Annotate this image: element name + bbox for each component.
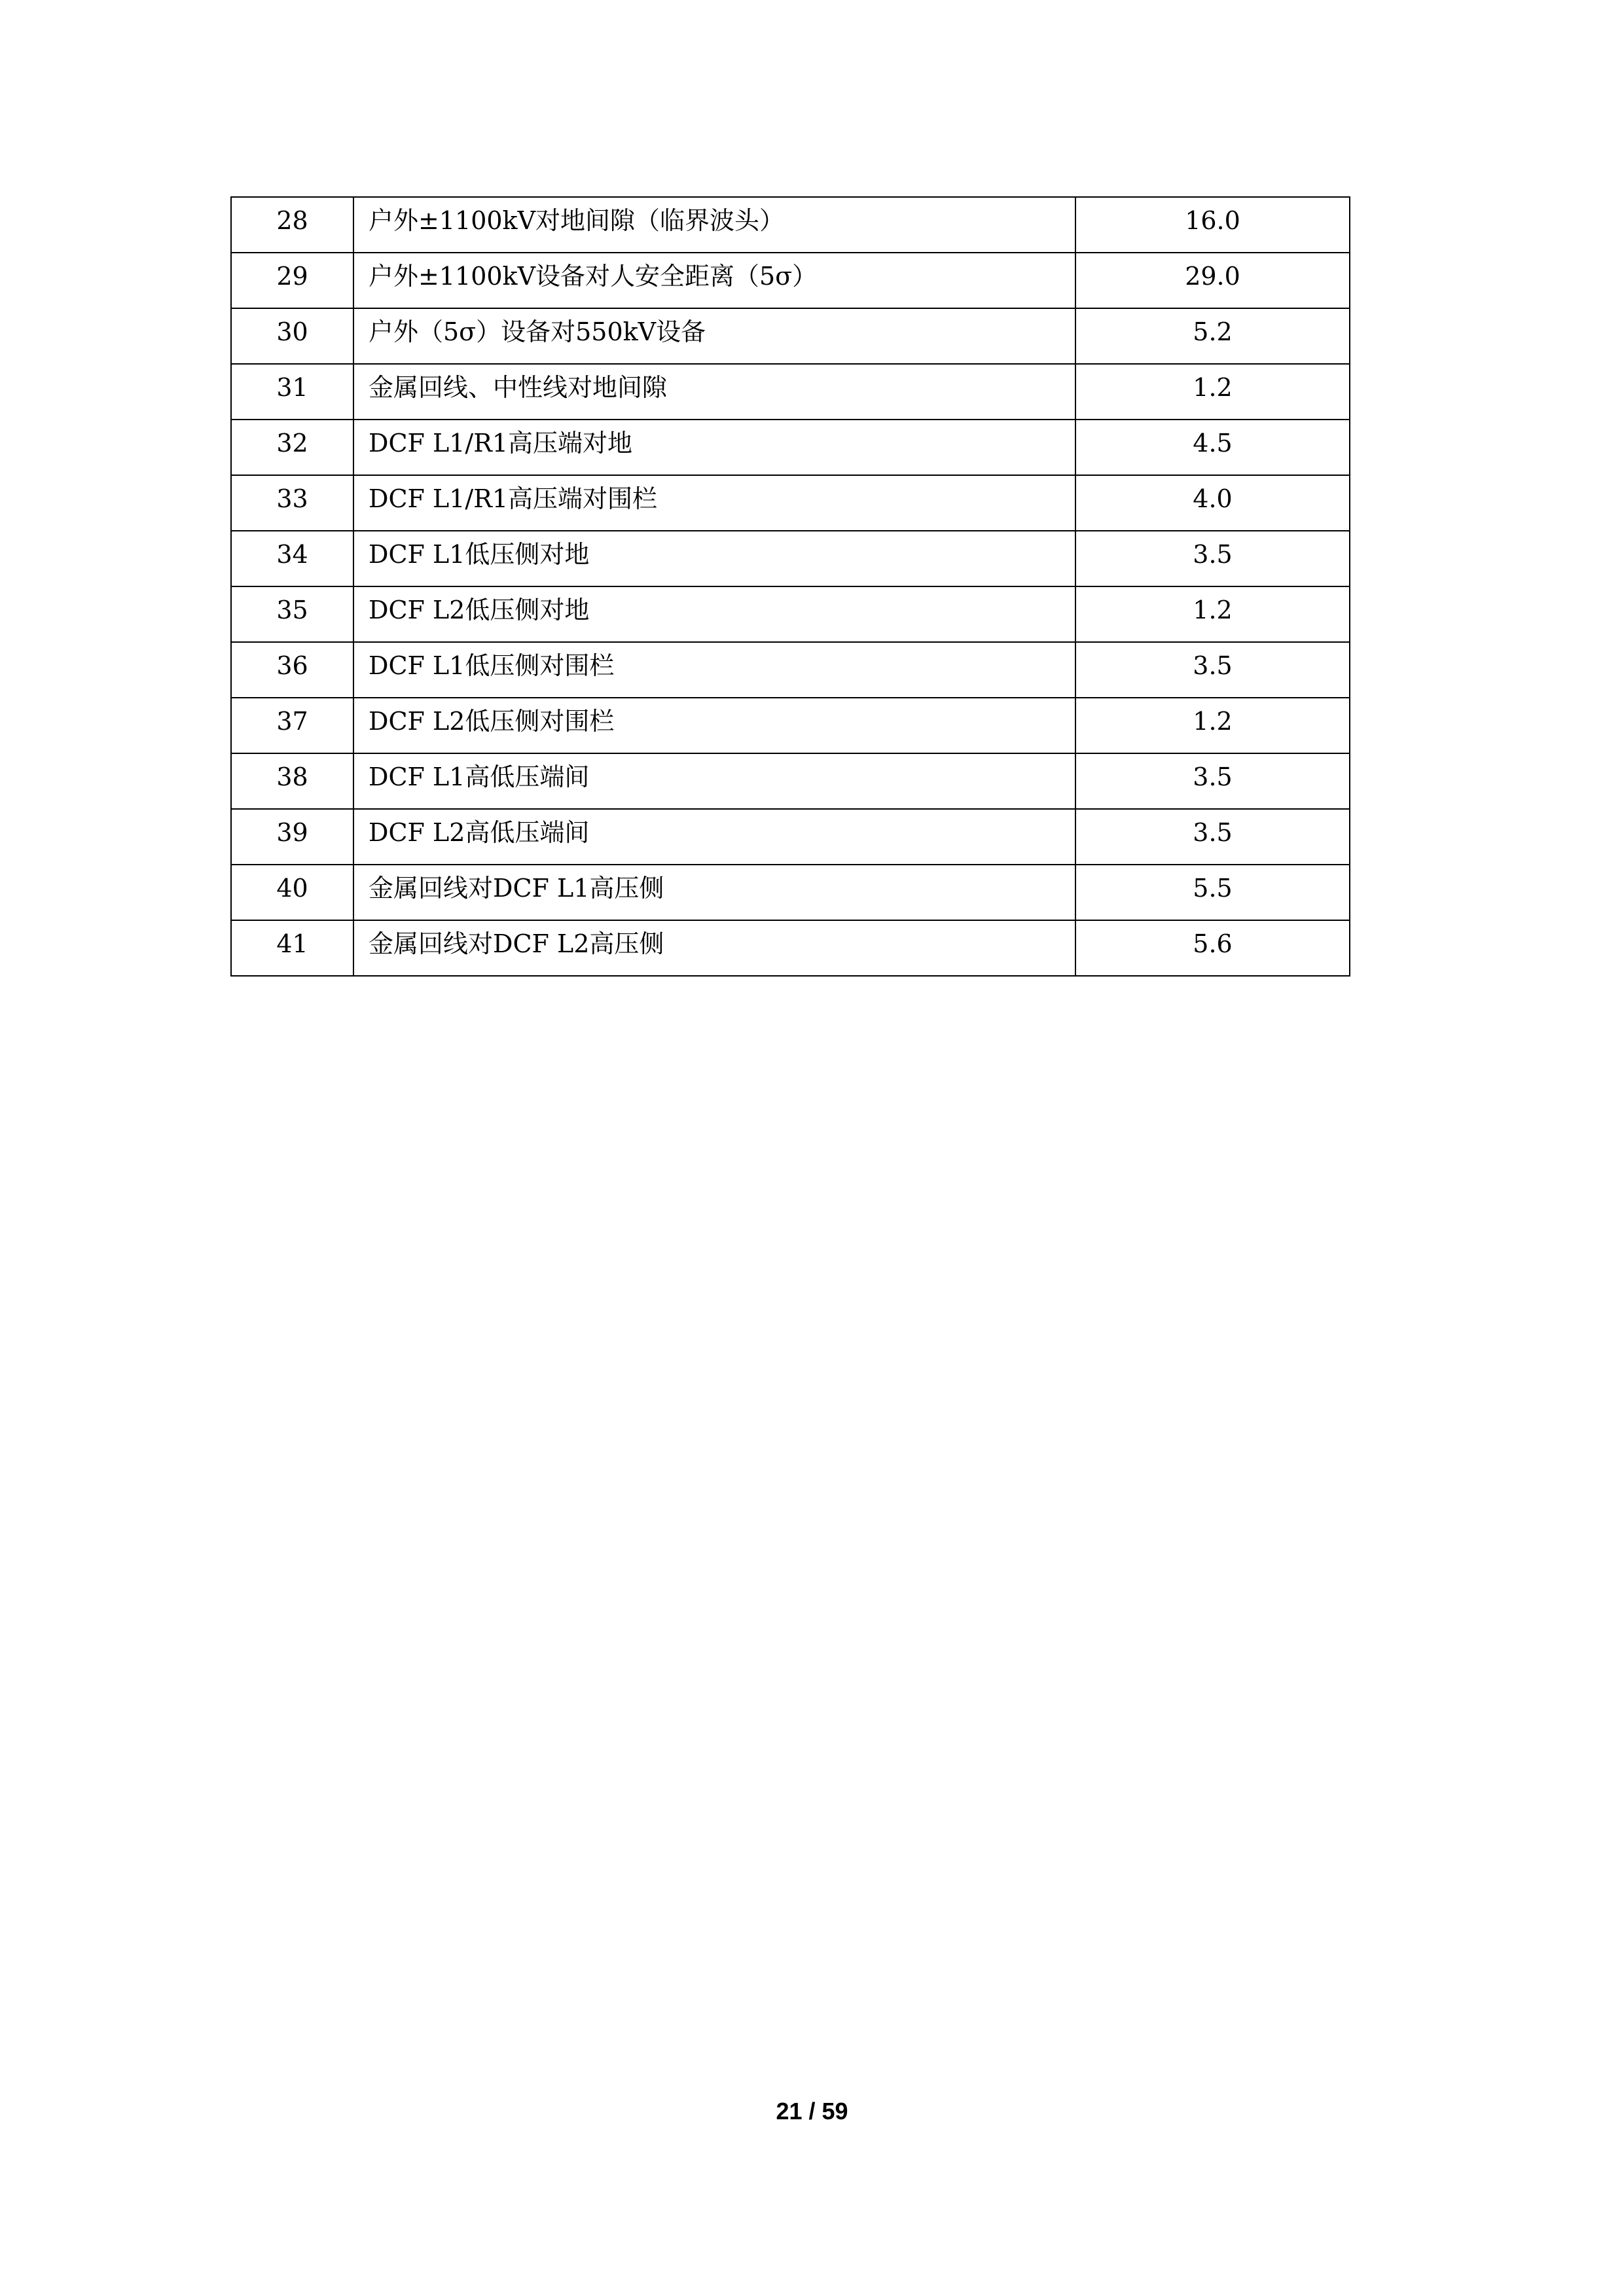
row-item: DCF L1/R1高压端对地: [353, 420, 1075, 475]
row-item: DCF L2低压侧对地: [353, 586, 1075, 642]
table-row: [231, 420, 1350, 475]
row-number: 30: [231, 308, 353, 364]
table-row: [231, 753, 1350, 809]
table-row: [231, 586, 1350, 642]
row-value: 1.2: [1075, 698, 1350, 753]
row-item: DCF L1低压侧对地: [353, 531, 1075, 586]
row-item: DCF L1低压侧对围栏: [353, 642, 1075, 698]
row-item: 金属回线对DCF L2高压侧: [353, 920, 1075, 976]
row-item: 金属回线对DCF L1高压侧: [353, 865, 1075, 920]
row-item: DCF L2低压侧对围栏: [353, 698, 1075, 753]
row-number: 31: [231, 364, 353, 420]
row-number: 34: [231, 531, 353, 586]
row-value: 3.5: [1075, 809, 1350, 865]
row-value: 5.5: [1075, 865, 1350, 920]
row-value: 29.0: [1075, 253, 1350, 308]
table-row: [231, 698, 1350, 753]
clearance-table: [230, 196, 1350, 977]
row-item: DCF L1/R1高压端对围栏: [353, 475, 1075, 531]
row-number: 38: [231, 753, 353, 809]
table-row: [231, 809, 1350, 865]
page-number: 21 / 59: [776, 2098, 848, 2125]
row-value: 1.2: [1075, 586, 1350, 642]
row-number: 29: [231, 253, 353, 308]
row-value: 3.5: [1075, 753, 1350, 809]
table-row: [231, 308, 1350, 364]
row-item: DCF L1高低压端间: [353, 753, 1075, 809]
table-row: [231, 531, 1350, 586]
row-value: 5.2: [1075, 308, 1350, 364]
table-row: [231, 920, 1350, 976]
row-number: 40: [231, 865, 353, 920]
row-number: 37: [231, 698, 353, 753]
row-item: 户外±1100kV对地间隙（临界波头）: [353, 197, 1075, 253]
row-item: 金属回线、中性线对地间隙: [353, 364, 1075, 420]
row-item: 户外（5σ）设备对550kV设备: [353, 308, 1075, 364]
row-value: 4.0: [1075, 475, 1350, 531]
row-value: 3.5: [1075, 531, 1350, 586]
row-number: 28: [231, 197, 353, 253]
row-number: 32: [231, 420, 353, 475]
row-value: 5.6: [1075, 920, 1350, 976]
row-value: 1.2: [1075, 364, 1350, 420]
row-value: 4.5: [1075, 420, 1350, 475]
row-item: DCF L2高低压端间: [353, 809, 1075, 865]
row-item: 户外±1100kV设备对人安全距离（5σ）: [353, 253, 1075, 308]
row-number: 39: [231, 809, 353, 865]
row-value: 16.0: [1075, 197, 1350, 253]
table-row: [231, 865, 1350, 920]
row-number: 36: [231, 642, 353, 698]
table-row: [231, 642, 1350, 698]
table-row: [231, 253, 1350, 308]
row-value: 3.5: [1075, 642, 1350, 698]
row-number: 33: [231, 475, 353, 531]
row-number: 35: [231, 586, 353, 642]
table-row: [231, 197, 1350, 253]
row-number: 41: [231, 920, 353, 976]
table-row: [231, 364, 1350, 420]
table-row: [231, 475, 1350, 531]
